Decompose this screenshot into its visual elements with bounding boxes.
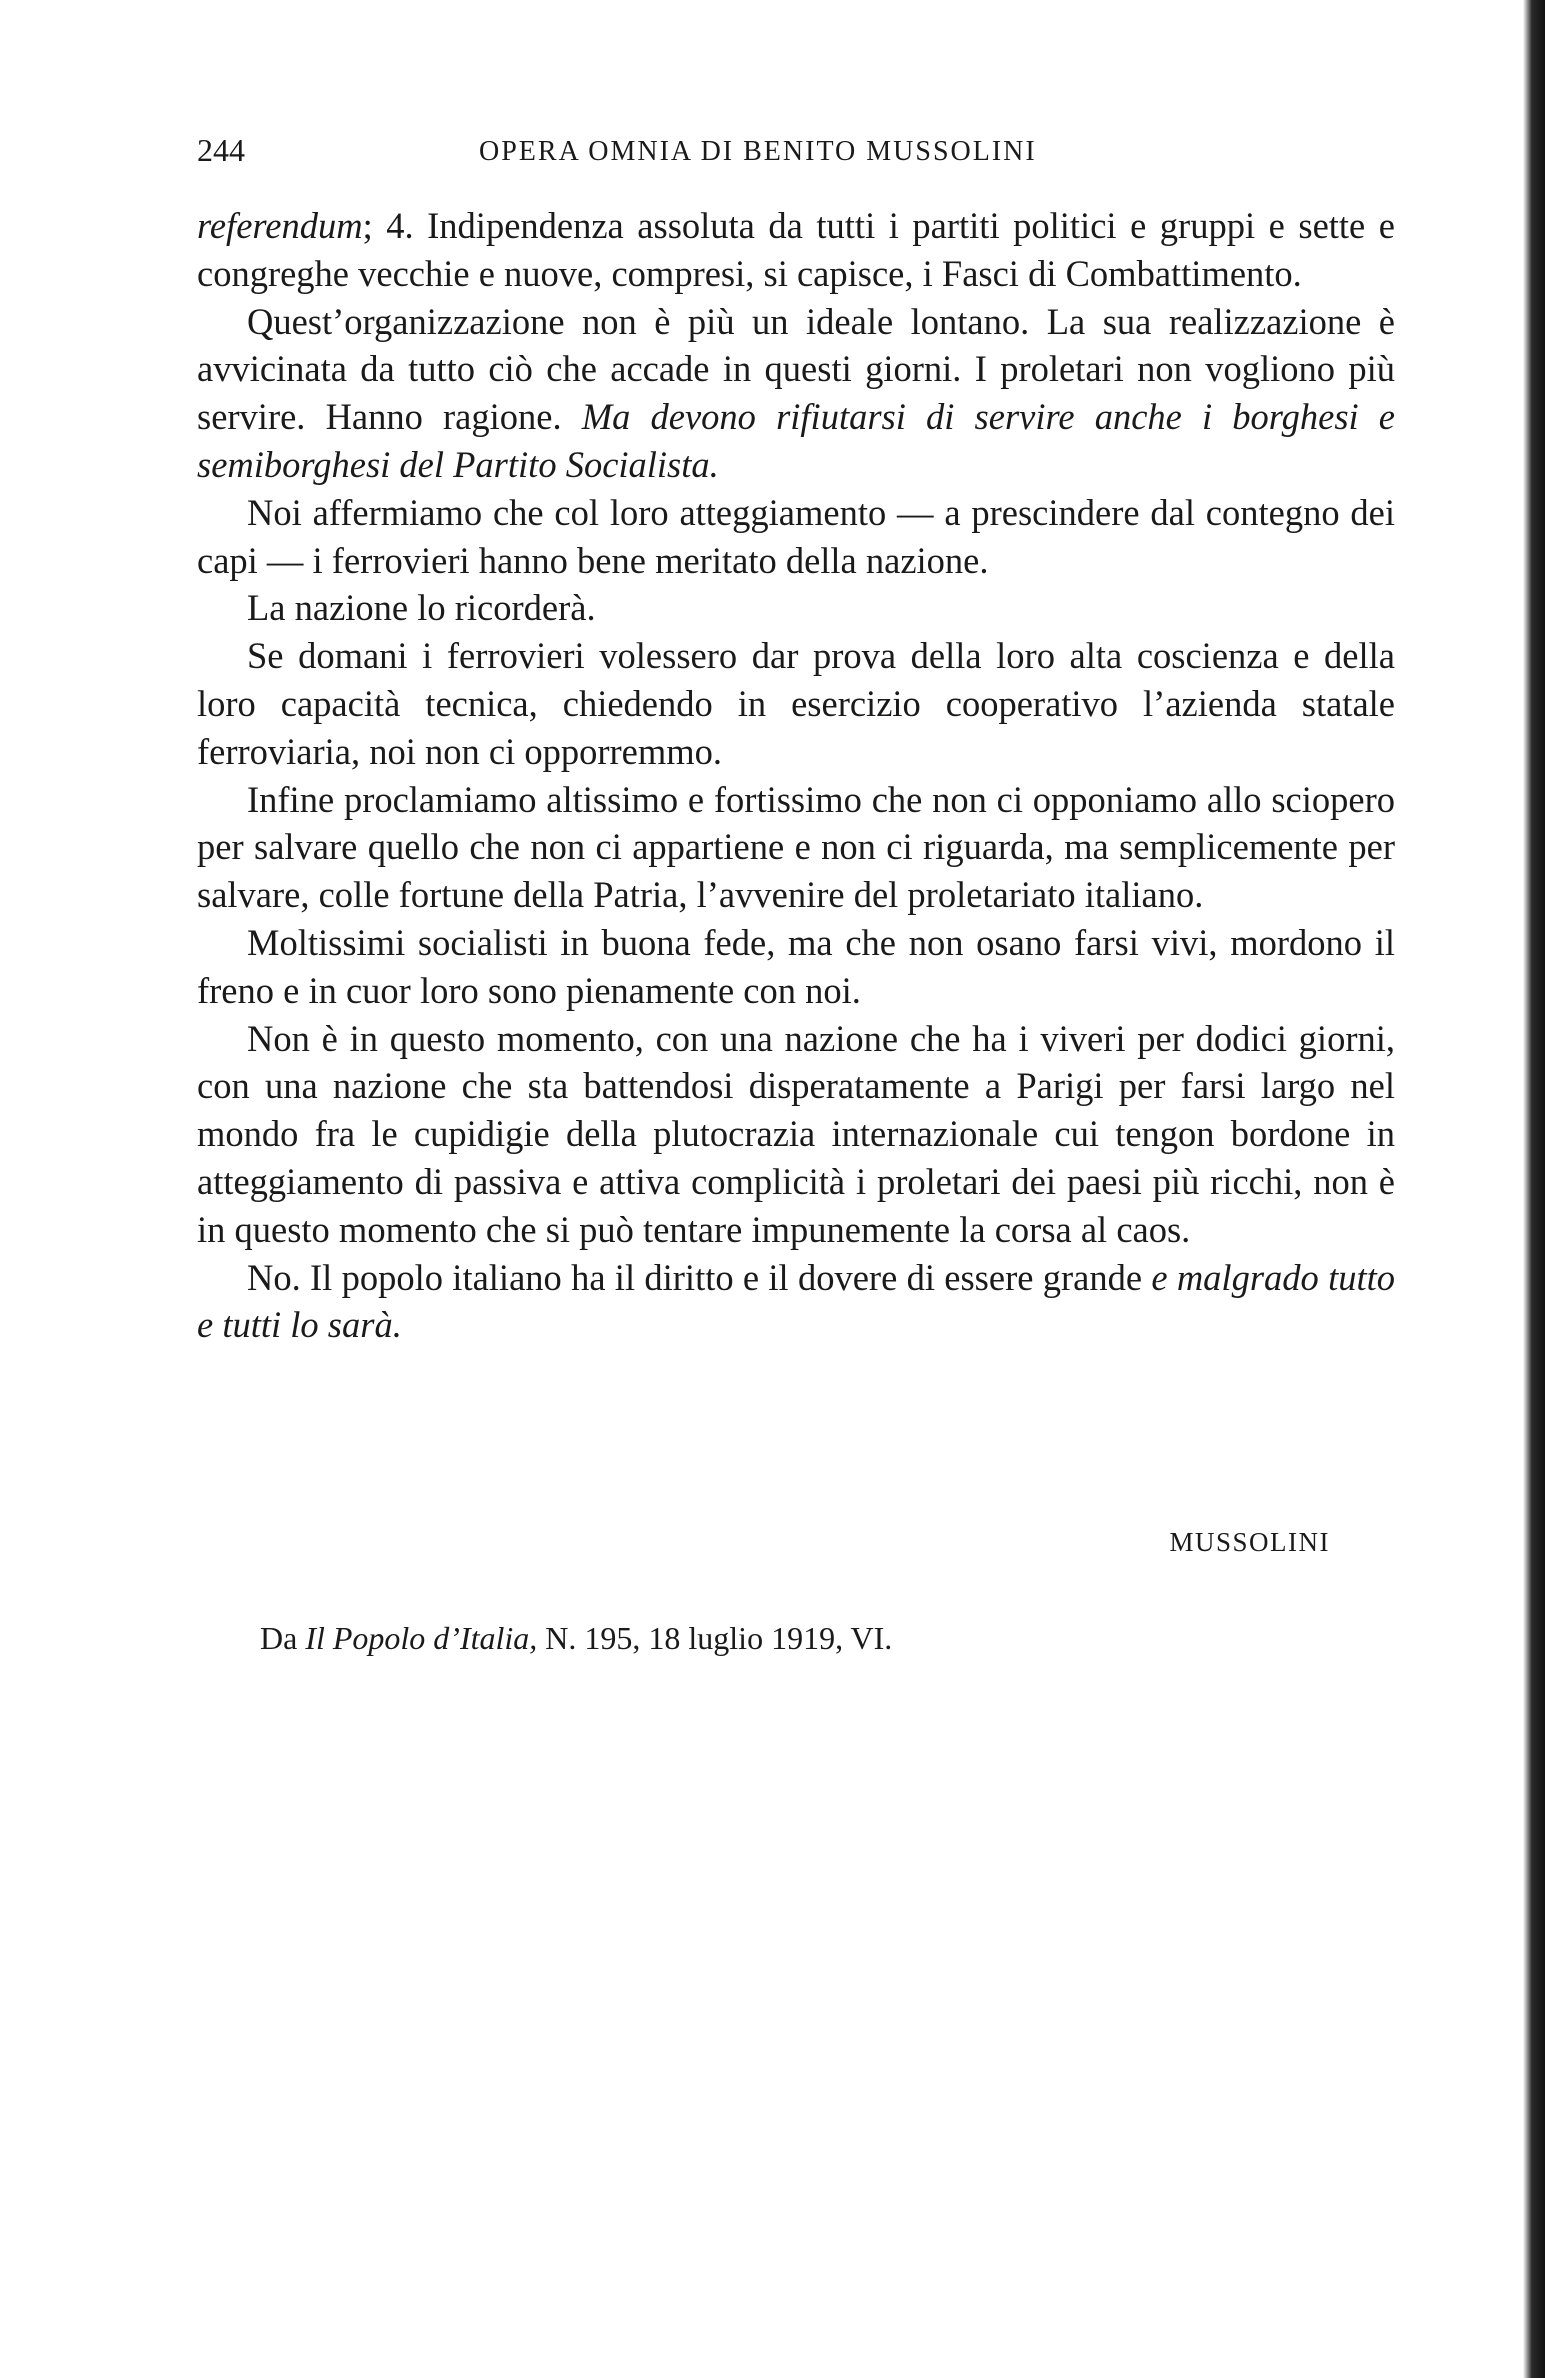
- paragraph: [197, 1015, 1395, 1254]
- source-details: N. 195, 18 luglio 1919, VI.: [537, 1620, 893, 1656]
- paragraph-text: Quest’organizzazione non è più un ideale lontano. La sua realizzazione è avvicinata da tutto ciò che accade in questi giorni. I proletari non vogliono più servire. Hanno ragione.: [197, 300, 1395, 438]
- paragraph: [197, 584, 1395, 632]
- italic-text: referendum: [197, 205, 363, 246]
- page-header: [197, 132, 1395, 176]
- paragraph: [197, 298, 1395, 489]
- paragraph: [197, 919, 1395, 1015]
- paragraph-text: La nazione lo ricorderà.: [247, 587, 596, 629]
- paragraph-text: Non è in questo momento, con una nazione che ha i viveri per dodici giorni, con una nazione che sta battendosi disperatamente a Parigi per farsi largo nel mondo fra le cupidigie della plutocrazia internazionale cui tengon bordone in atteggiamento di passiva e attiva complicità i proletari dei paesi più ricchi, non è in questo momento che si può tentare impunemente la corsa al caos.: [197, 1017, 1395, 1250]
- italic-text: Ma devono rifiutarsi di servire anche i borghesi e semiborghesi del Partito Socialista.: [197, 396, 1396, 485]
- paragraph-text: Infine proclamiamo altissimo e fortissimo che non ci opponiamo allo sciopero per salvare quello che non ci appartiene e non ci riguarda, ma semplicemente per salvare, colle fortune della Patria, l’avvenire del proletariato italiano.: [197, 778, 1395, 916]
- source-citation: [260, 1620, 892, 1657]
- paragraph: [197, 202, 1395, 298]
- paragraph-text: Noi affermiamo che col loro atteggiamento — a prescindere dal contegno dei capi — i ferrovieri hanno bene meritato della nazione.: [197, 491, 1395, 581]
- page-edge-shadow: [1523, 0, 1545, 2378]
- paragraph: [197, 632, 1395, 775]
- body-text: [197, 202, 1395, 1349]
- paragraph-text: Moltissimi socialisti in buona fede, ma che non osano farsi vivi, mordono il freno e in cuor loro sono pienamente con noi.: [197, 921, 1395, 1011]
- source-prefix: Da: [260, 1620, 306, 1656]
- paragraph-text: ; 4. Indipendenza assoluta da tutti i partiti politici e gruppi e sette e congreghe vecchie e nuove, compresi, si capisce, i Fasci di Combattimento.: [197, 205, 1395, 294]
- paragraph-text: Se domani i ferrovieri volessero dar prova della loro alta coscienza e della loro capacità tecnica, chiedendo in esercizio cooperativo l’azienda statale ferroviaria, noi non ci opporremmo.: [197, 635, 1395, 772]
- paragraph: [197, 1254, 1395, 1350]
- page-number: 244: [197, 132, 245, 168]
- paragraph: [197, 489, 1395, 585]
- paragraph: [197, 776, 1395, 919]
- author-signature: MUSSOLINI: [1169, 1527, 1330, 1557]
- running-title: OPERA OMNIA DI BENITO MUSSOLINI: [479, 136, 1037, 167]
- paragraph-text: No. Il popolo italiano ha il diritto e il dovere di essere grande: [247, 1256, 1152, 1298]
- italic-text: e malgrado tutto e tutti lo sarà.: [197, 1256, 1395, 1346]
- source-publication: Il Popolo d’Italia,: [305, 1620, 538, 1656]
